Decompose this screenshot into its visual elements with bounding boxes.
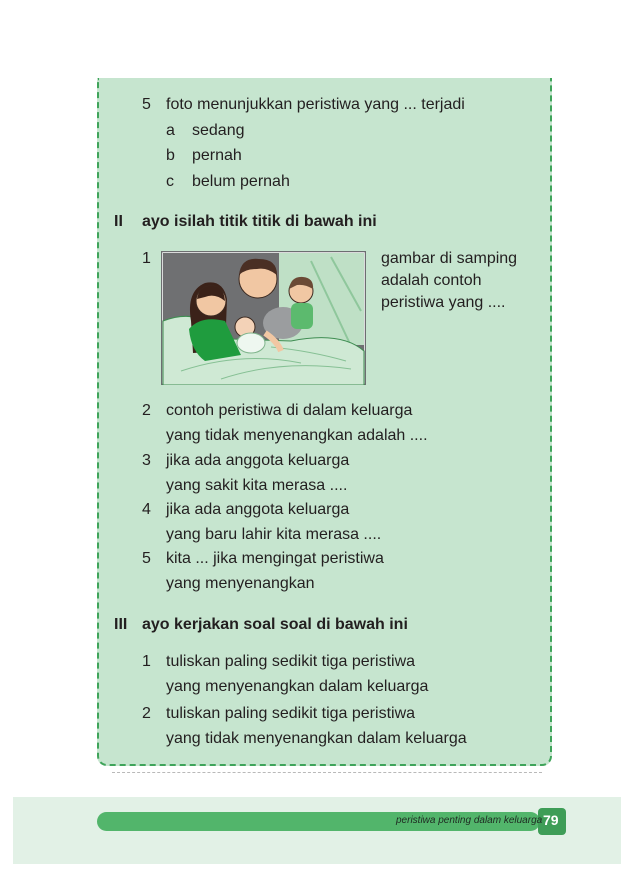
question-text-line: gambar di samping bbox=[381, 250, 518, 267]
question-text-line: yang tidak menyenangkan dalam keluarga bbox=[166, 730, 467, 747]
option-text: sedang bbox=[192, 122, 245, 139]
question-number: 2 bbox=[142, 705, 151, 722]
question-text: foto menunjukkan peristiwa yang ... terjadi bbox=[166, 96, 465, 113]
question-text-line: yang menyenangkan bbox=[166, 575, 315, 592]
question-number: 3 bbox=[142, 452, 151, 469]
question-text-line: peristiwa yang .... bbox=[381, 294, 506, 311]
question-number: 2 bbox=[142, 402, 151, 419]
running-title: peristiwa penting dalam keluarga bbox=[396, 815, 543, 826]
divider bbox=[112, 772, 542, 773]
question-text-line: tuliskan paling sedikit tiga peristiwa bbox=[166, 653, 416, 670]
question-text-line: yang menyenangkan dalam keluarga bbox=[166, 678, 429, 695]
question-text-line: jika ada anggota keluarga bbox=[166, 452, 350, 469]
question-number: 5 bbox=[142, 550, 151, 567]
question-text-line: jika ada anggota keluarga bbox=[166, 501, 350, 518]
section-heading: ayo isilah titik titik di bawah ini bbox=[142, 213, 377, 230]
section-heading: ayo kerjakan soal soal di bawah ini bbox=[142, 616, 408, 633]
question-number: 1 bbox=[142, 653, 151, 670]
page-number: 79 bbox=[543, 812, 559, 828]
question-text-line: adalah contoh bbox=[381, 272, 482, 289]
question-text-line: yang tidak menyenangkan adalah .... bbox=[166, 427, 428, 444]
question-text-line: tuliskan paling sedikit tiga peristiwa bbox=[166, 705, 416, 722]
section-roman: III bbox=[114, 616, 128, 633]
question-text-line: yang baru lahir kita merasa .... bbox=[166, 526, 382, 543]
option-text: belum pernah bbox=[192, 173, 290, 190]
question-text-line: yang sakit kita merasa .... bbox=[166, 477, 348, 494]
question-number: 5 bbox=[142, 96, 151, 113]
section-roman: II bbox=[114, 213, 123, 230]
option-letter: a bbox=[166, 122, 175, 139]
family-illustration bbox=[161, 251, 366, 385]
question-text-line: contoh peristiwa di dalam keluarga bbox=[166, 402, 413, 419]
option-letter: c bbox=[166, 173, 174, 190]
question-number: 1 bbox=[142, 250, 151, 267]
question-number: 4 bbox=[142, 501, 151, 518]
option-text: pernah bbox=[192, 147, 242, 164]
option-letter: b bbox=[166, 147, 175, 164]
question-text-line: kita ... jika mengingat peristiwa bbox=[166, 550, 384, 567]
